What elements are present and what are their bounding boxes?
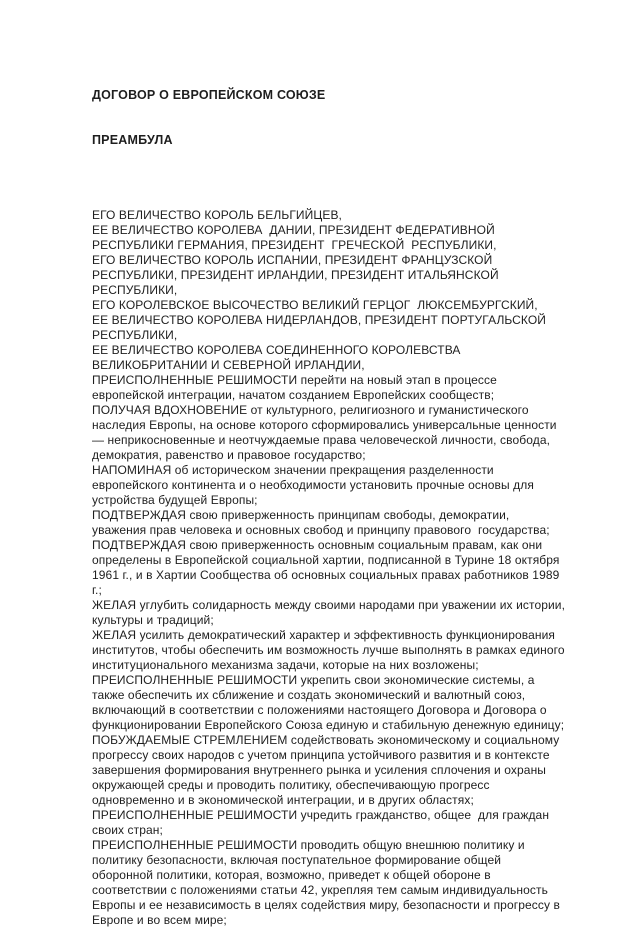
preamble-body [92,208,637,928]
text-line: РЕСПУБЛИКИ, ПРЕЗИДЕНТ ИРЛАНДИИ, ПРЕЗИДЕНТ ИТАЛЬЯНСКОЙ [92,268,499,282]
text-line: ПОЛУЧАЯ ВДОХНОВЕНИЕ от культурного, религиозного и гуманистического [92,403,529,417]
text-line: институционального механизма задачи, которые на них возложены; [92,658,479,672]
text-line: г.; [92,583,102,597]
document-heading [92,58,637,178]
text-line: демократия, равенство и правовое государство; [92,448,366,462]
text-line: РЕСПУБЛИКИ ГЕРМАНИЯ, ПРЕЗИДЕНТ ГРЕЧЕСКОЙ РЕСПУБЛИКИ, [92,238,497,252]
text-line: РЕСПУБЛИКИ, [92,283,178,297]
text-line: европейской интеграции, начатом созданием Европейских сообществ; [92,388,495,402]
text-line: ЕГО ВЕЛИЧЕСТВО КОРОЛЬ БЕЛЬГИЙЦЕВ, [92,208,342,222]
text-line: устройства будущей Европы; [92,493,258,507]
text-line: прогрессу своих народов с учетом принципа устойчивого развития и в контексте [92,748,550,762]
text-line: институтов, чтобы обеспечить им возможность лучше выполнять в рамках единого [92,643,565,657]
text-line: ЕГО ВЕЛИЧЕСТВО КОРОЛЬ ИСПАНИИ, ПРЕЗИДЕНТ ФРАНЦУЗСКОЙ [92,253,493,267]
text-line: функционировании Европейского Союза единую и стабильную денежную единицу; [92,718,565,732]
text-line: также обеспечить их сближение и создать экономический и валютный союз, [92,688,526,702]
text-line: ПОДТВЕРЖДАЯ свою приверженность основным социальным правам, как они [92,538,543,552]
text-line: ПРЕИСПОЛНЕННЫЕ РЕШИМОСТИ укрепить свои экономические системы, а [92,673,535,687]
text-line: европейского континента и о необходимости установить прочные основы для [92,478,534,492]
text-line: Европы и ее независимость в целях содействия миру, безопасности и прогрессу в [92,898,560,912]
text-line: ВЕЛИКОБРИТАНИИ И СЕВЕРНОЙ ИРЛАНДИИ, [92,358,365,372]
text-line: наследия Европы, на основе которого сформировались универсальные ценности [92,418,557,432]
text-line: политику безопасности, включая поступательное формирование общей [92,853,502,867]
text-line: ПОДТВЕРЖДАЯ свою приверженность принципам свободы, демократии, [92,508,510,522]
text-line: оборонной политики, которая, возможно, приведет к общей обороне в [92,868,491,882]
text-line: культуры и традиций; [92,613,214,627]
text-line: включающий в соответствии с положениями настоящего Договора и Договора о [92,703,547,717]
text-line: ЖЕЛАЯ углубить солидарность между своими народами при уважении их истории, [92,598,566,612]
text-line: НАПОМИНАЯ об историческом значении прекращения разделенности [92,463,494,477]
text-line: определены в Европейской социальной хартии, подписанной в Турине 18 октября [92,553,560,567]
text-line: своих стран; [92,823,163,837]
text-line: ЕГО КОРОЛЕВСКОЕ ВЫСОЧЕСТВО ВЕЛИКИЙ ГЕРЦОГ ЛЮКСЕМБУРГСКИЙ, [92,298,538,312]
text-line: — неприкосновенные и неотчуждаемые права человеческой личности, свобода, [92,433,551,447]
text-line: ПРЕИСПОЛНЕННЫЕ РЕШИМОСТИ учредить гражданство, общее для граждан [92,808,550,822]
text-line: ЖЕЛАЯ усилить демократический характер и эффективность функционирования [92,628,555,642]
text-line: РЕСПУБЛИКИ, [92,328,178,342]
text-line: окружающей среды и проводить политику, обеспечивающую прогресс [92,778,490,792]
document-page [92,58,637,928]
text-line: ПРЕИСПОЛНЕННЫЕ РЕШИМОСТИ проводить общую внешнюю политику и [92,838,525,852]
text-line: ПОБУЖДАЕМЫЕ СТРЕМЛЕНИЕМ содействовать экономическому и социальному [92,733,560,747]
document-subtitle: ПРЕАМБУЛА [92,133,173,147]
text-line: ЕЕ ВЕЛИЧЕСТВО КОРОЛЕВА СОЕДИНЕННОГО КОРОЛЕВСТВА [92,343,461,357]
text-line: уважения прав человека и основных свобод и принципу правового государства; [92,523,550,537]
text-line: одновременно и в экономической интеграции, и в других областях; [92,793,474,807]
text-line: ЕЕ ВЕЛИЧЕСТВО КОРОЛЕВА ДАНИИ, ПРЕЗИДЕНТ ФЕДЕРАТИВНОЙ [92,223,495,237]
document-title: ДОГОВОР О ЕВРОПЕЙСКОМ СОЮЗЕ [92,88,326,102]
text-line: Европе и во всем мире; [92,913,227,927]
text-line: завершения формирования внутреннего рынка и усиления сплочения и охраны [92,763,547,777]
text-line: соответствии с положениями статьи 42, укрепляя тем самым индивидуальность [92,883,548,897]
text-line: ЕЕ ВЕЛИЧЕСТВО КОРОЛЕВА НИДЕРЛАНДОВ, ПРЕЗИДЕНТ ПОРТУГАЛЬСКОЙ [92,313,547,327]
text-line: ПРЕИСПОЛНЕННЫЕ РЕШИМОСТИ перейти на новый этап в процессе [92,373,497,387]
text-line: 1961 г., и в Хартии Сообщества об основных социальных правах работников 1989 [92,568,560,582]
heading-gap [92,178,637,208]
